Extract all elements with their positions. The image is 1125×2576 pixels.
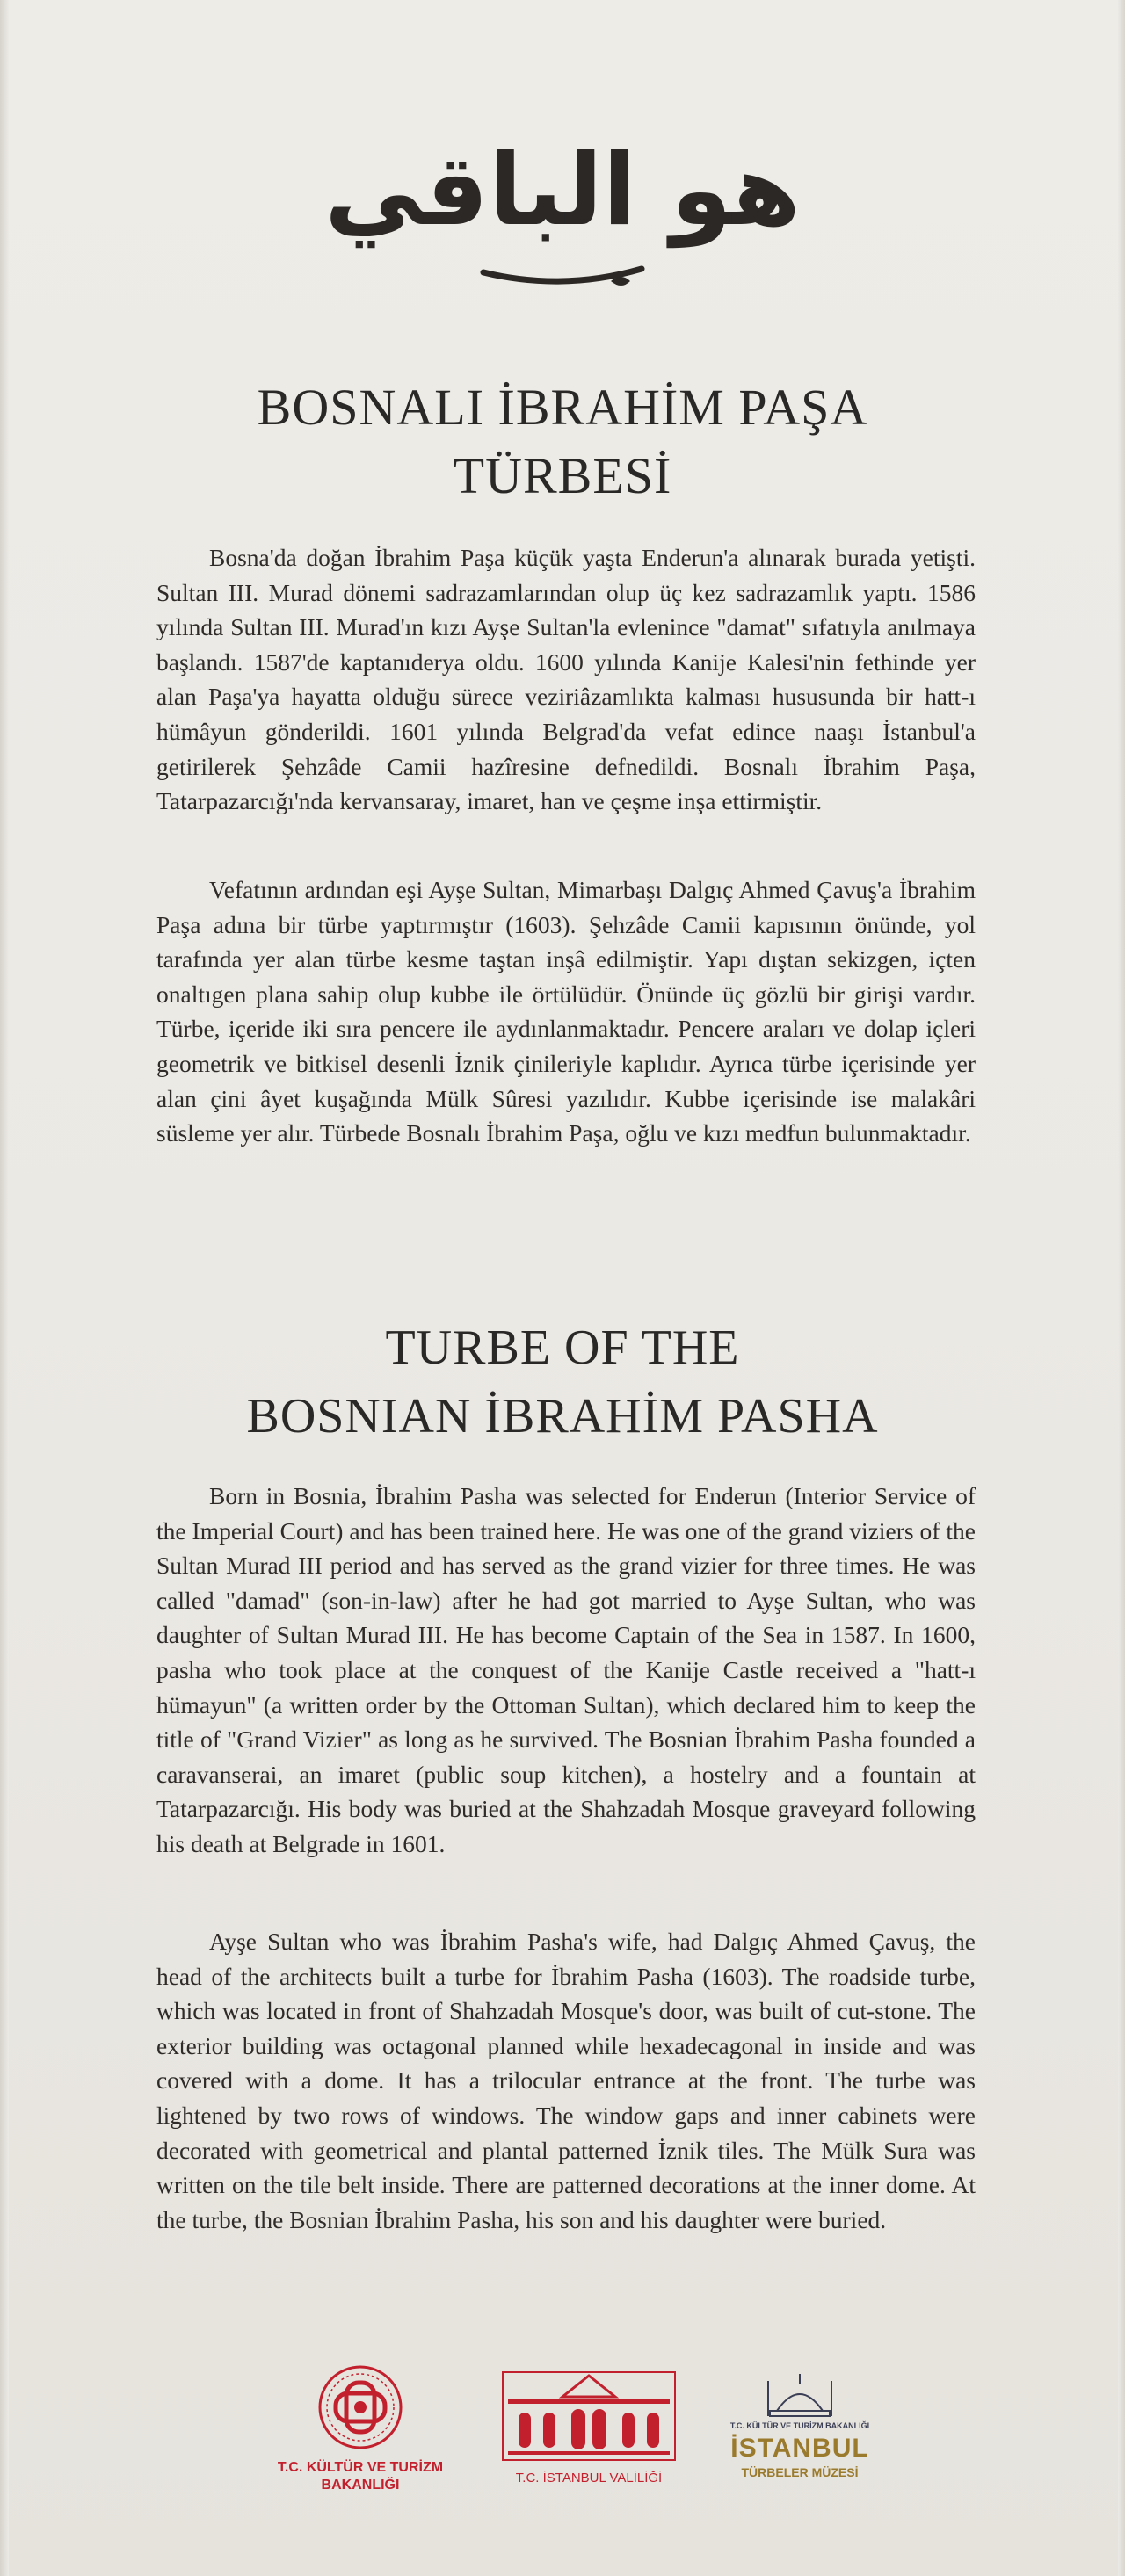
turkish-paragraph-1 <box>156 540 976 819</box>
english-paragraph-1-text: Born in Bosnia, İbrahim Pasha was selected for Enderun (Interior Service of the Imperial Court) and has been trained here. He was one of the grand viziers of the Sultan Murad III period and has served as the grand vizier for three times. He was called "damad" (son-in-law) after he had got married to Ayşe Sultan, who was daughter of Sultan Murad III. He has become Captain of the Sea in 1587. In 1600, pasha who took place at the conquest of the Kanije Castle received a "hatt-ı hümayun" (a written order by the Ottoman Sultan), which declared him to keep the title of "Grand Vizier" as long as he survived. The Bosnian İbrahim Pasha founded a caravanserai, an imaret (public soup kitchen), a hostelry and a fountain at Tatarpazarcığı. His body was buried at the Shahzadah Mosque graveyard following his death at Belgrade in 1601. <box>156 1482 976 1857</box>
ministry-name-line2: BAKANLIĞI <box>321 2478 400 2493</box>
ministry-name-line1: T.C. KÜLTÜR VE TURİZM <box>277 2460 444 2475</box>
turkish-paragraph-2 <box>156 872 976 1151</box>
turkish-title <box>123 373 1002 510</box>
english-paragraph-1 <box>156 1479 976 1862</box>
turkish-title-line2: TÜRBESİ <box>453 447 672 504</box>
turkish-paragraph-1-text: Bosna'da doğan İbrahim Paşa küçük yaşta Enderun'a alınarak burada yetişti. Sultan III. Murad dönemi sadrazamlarından olup üç kez sadrazamlık yaptı. 1586 yılında Sultan III. Murad'ın kızı Ayşe Sultan'la evlenince "damat" sıfatıyla anılmaya başlandı. 1587'de kaptanıderya oldu. 1600 yılında Kanije Kalesi'nin fethinde yer alan Paşa'ya hayatta olduğu sürece veziriâzamlıkta kalması hususunda bir hatt-ı hümâyun gönderildi. 1601 yılında Belgrad'da vefat edince naaşı İstanbul'a getirilerek Şehzâde Camii hazîresine defnedildi. Bosnalı İbrahim Paşa, Tatarpazarcığı'nda kervansaray, imaret, han ve çeşme inşa ettirmiştir. <box>156 544 976 815</box>
governorship-name: T.C. İSTANBUL VALİLİĞİ <box>515 2471 663 2486</box>
mosque-dome-icon <box>765 2372 835 2418</box>
board-right-edge <box>1118 0 1125 2576</box>
logo-row <box>0 2363 1125 2504</box>
governorship-logo <box>497 2363 681 2504</box>
turkish-title-line1: BOSNALI İBRAHİM PAŞA <box>257 379 868 436</box>
english-title <box>123 1313 1002 1451</box>
english-title-line2: BOSNIAN İBRAHİM PASHA <box>246 1389 879 1444</box>
museum-ministry-small: T.C. KÜLTÜR VE TURİZM BAKANLIĞI <box>729 2421 870 2430</box>
english-title-line1: TURBE OF THE <box>385 1321 740 1375</box>
ministry-emblem-icon <box>316 2363 404 2451</box>
turkish-paragraph-2-text: Vefatının ardından eşi Ayşe Sultan, Mimarbaşı Dalgıç Ahmed Çavuş'a İbrahim Paşa adına bir türbe yaptırmıştır (1603). Şehzâde Camii kapısının önünde, yol tarafında yer alan türbe kesme taştan inşâ edilmiştir. Yapı dıştan sekizgen, içten onaltıgen plana sahip olup kubbe ile örtülüdür. Önünde üç gözlü bir girişi vardır. Türbe, içeride iki sıra pencere ile aydınlanmaktadır. Pencere araları ve dolap içleri geometrik ve bitkisel desenli İznik çinileriyle kaplıdır. Ayrıca türbe içerisinde yer alan çini âyet kuşağında Mülk Sûresi yazılıdır. Kubbe içerisinde ise malakâri süsleme yer alır. Türbede Bosnalı İbrahim Paşa, oğlu ve kızı medfun bulunmaktadır. <box>156 876 976 1147</box>
calligraphy-text: هو الباقي <box>324 134 801 248</box>
museum-name: TÜRBELER MÜZESİ <box>741 2465 859 2479</box>
museum-istanbul: İSTANBUL <box>730 2434 869 2463</box>
ministry-logo <box>255 2363 466 2504</box>
museum-logo <box>712 2363 888 2504</box>
english-paragraph-2 <box>156 1924 976 2237</box>
calligraphy-emblem <box>324 62 801 325</box>
board-left-edge <box>0 0 9 2576</box>
governorship-building-icon <box>501 2363 677 2462</box>
english-paragraph-2-text: Ayşe Sultan who was İbrahim Pasha's wife, had Dalgıç Ahmed Çavuş, the head of the architects built a turbe for İbrahim Pasha (1603). The roadside turbe, which was located in front of Shahzadah Mosque's door, was built of cut-stone. The exterior building was octagonal planned while hexadecagonal in inside and was covered with a dome. It has a trilocular entrance at the front. The turbe was lightened by two rows of windows. The window gaps and inner cabinets were decorated with geometrical and plantal patterned İznik tiles. The Mülk Sura was written on the tile belt inside. There are patterned decorations at the inner dome. At the turbe, the Bosnian İbrahim Pasha, his son and his daughter were buried. <box>156 1928 976 2233</box>
